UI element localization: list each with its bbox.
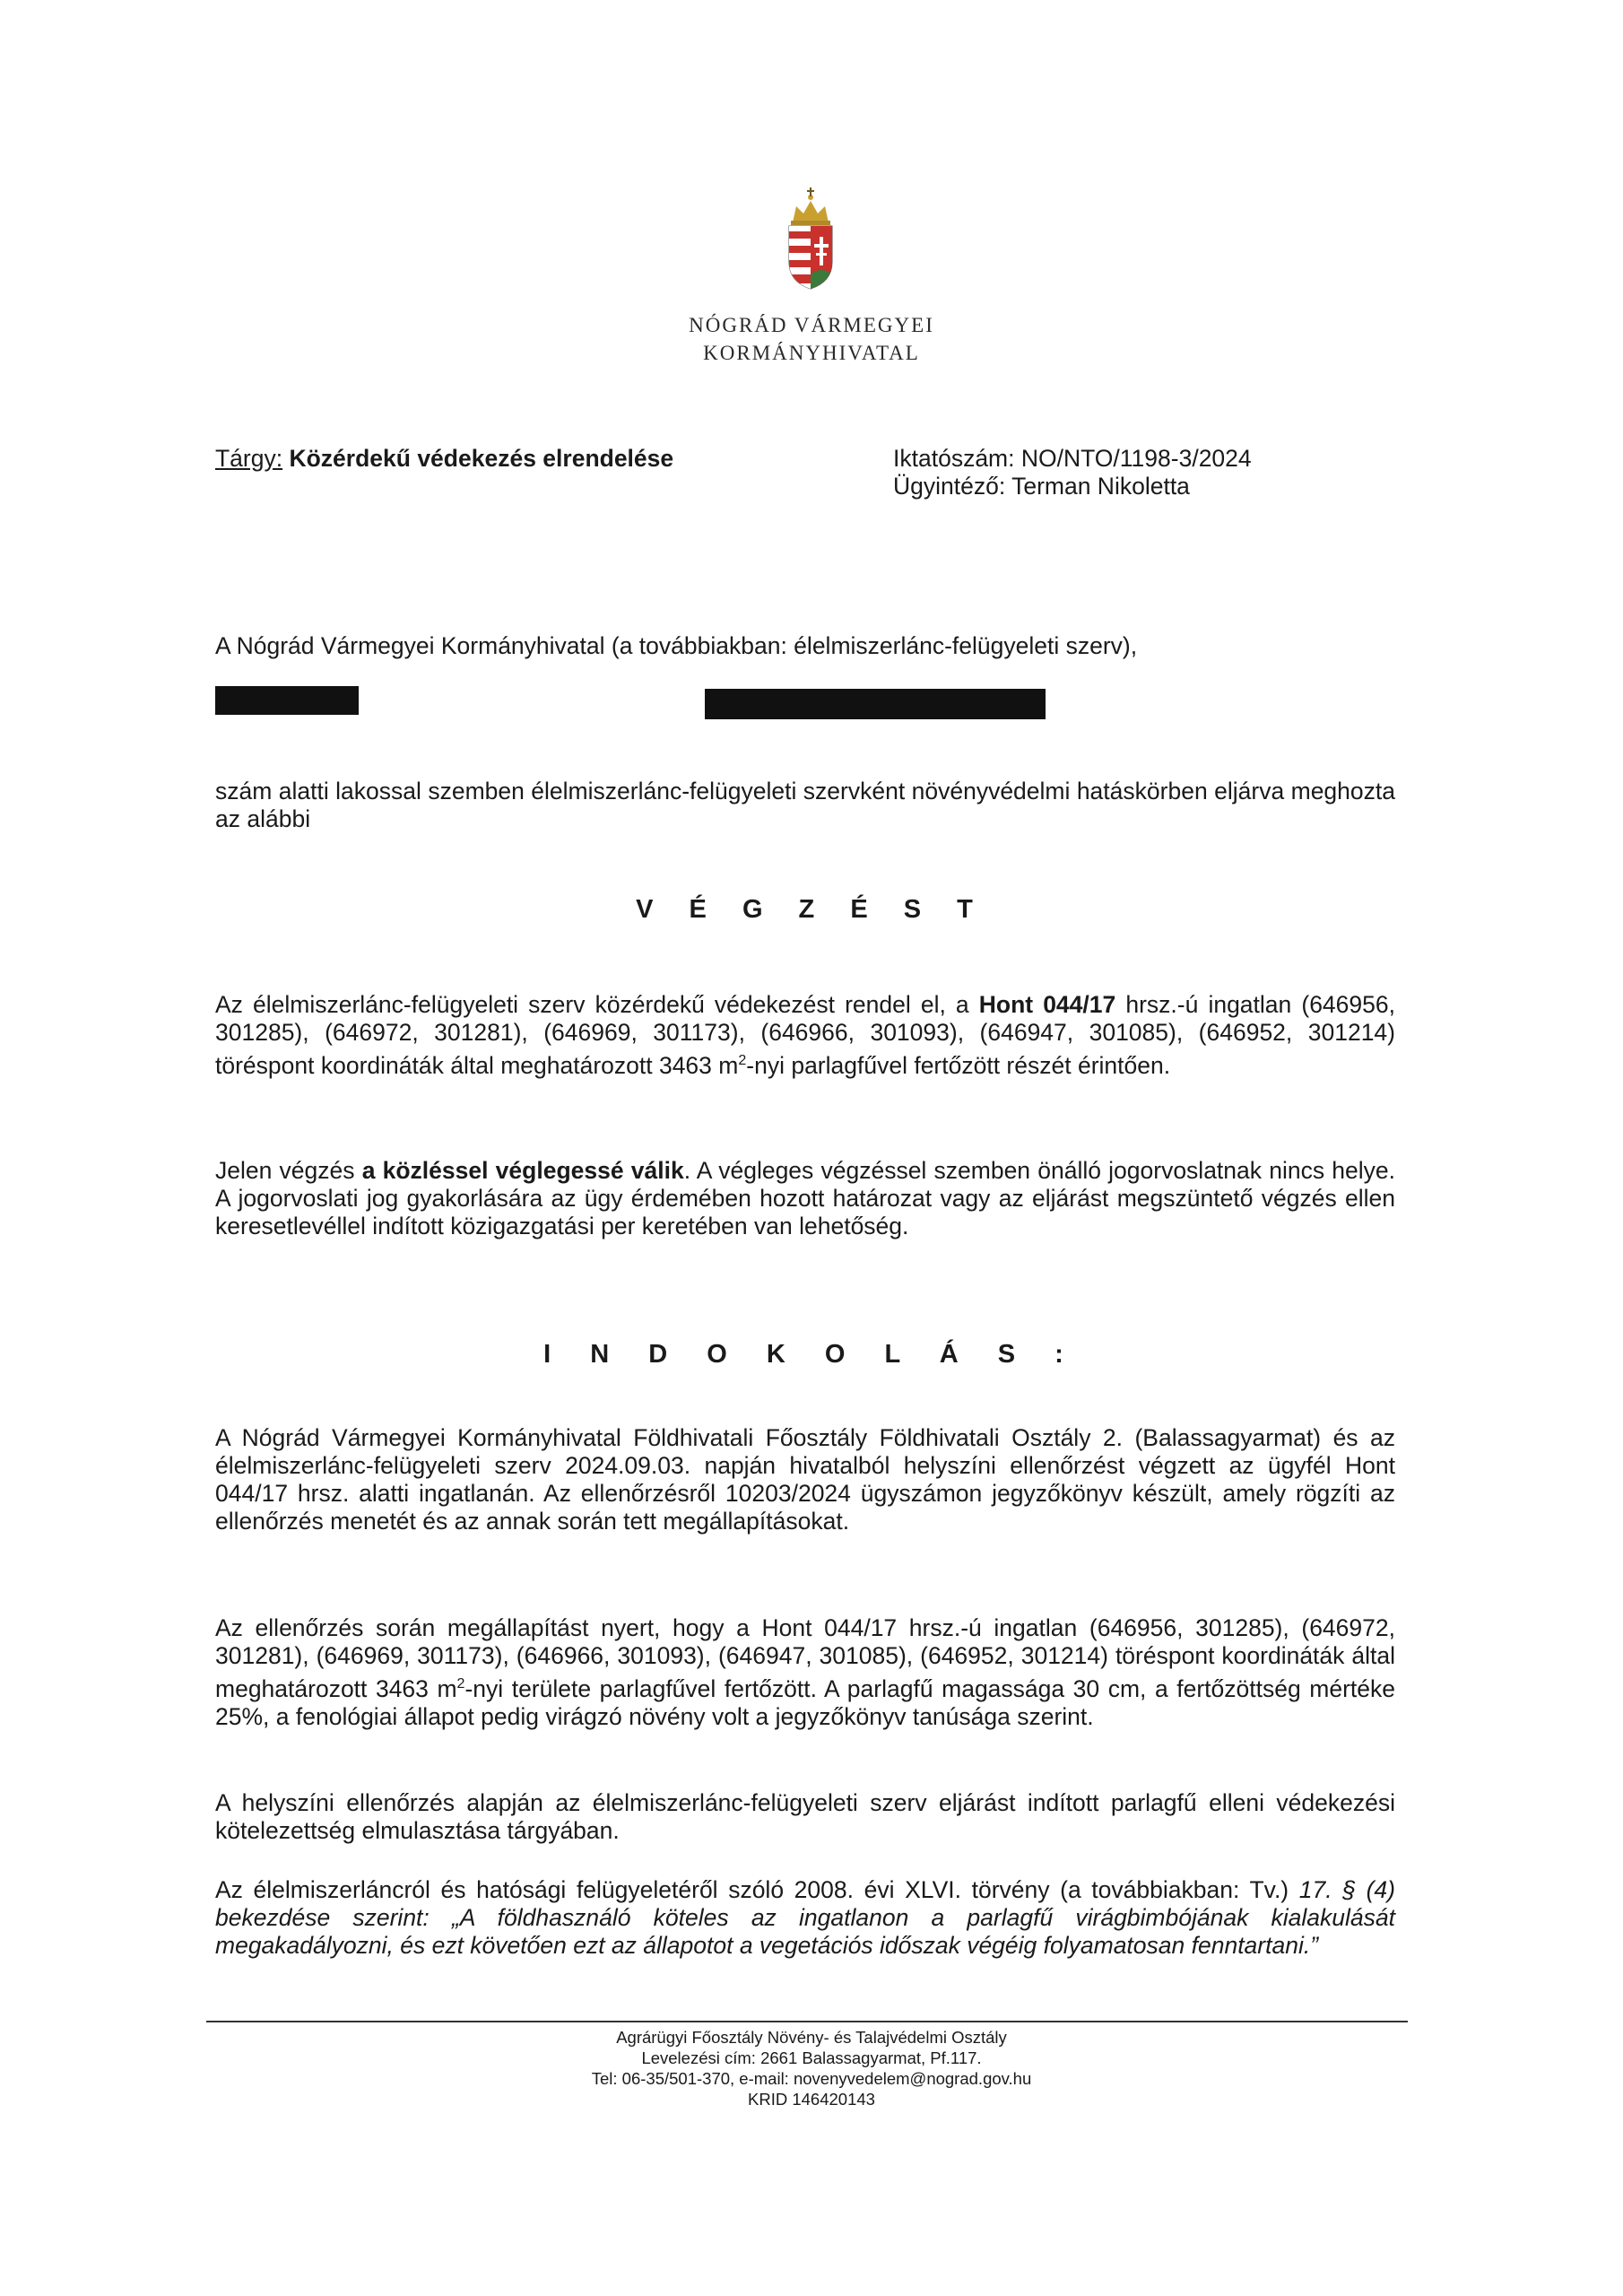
decision-heading: V É G Z É S T: [636, 895, 987, 924]
subject-value: Közérdekű védekezés elrendelése: [289, 445, 674, 472]
footer-address: Levelezési cím: 2661 Balassagyarmat, Pf.117.: [641, 2048, 982, 2067]
footer-contact: Tel: 06-35/501-370, e-mail: novenyvedelem@nograd.gov.hu: [591, 2069, 1032, 2088]
case-officer: Ügyintéző: Terman Nikoletta: [893, 473, 1190, 500]
decision-text: Az élelmiszerlánc-felügyeleti szerv közérdekű védekezést rendel el, a: [215, 991, 979, 1018]
decision-text: hrsz.-ú ingatlan (646956, 301285), (646972, 301281), (646969, 301173), (646966, 301093), (646947, 301085), (646952, 301214) töréspont koordináták által meghatározott 3463 m: [215, 991, 1395, 1079]
reference-block: [893, 445, 1252, 500]
superscript: 2: [456, 1676, 465, 1692]
decision-paragraph-2: [215, 1157, 1395, 1240]
superscript: 2: [738, 1053, 747, 1068]
reasoning-paragraph-2: [215, 1614, 1395, 1731]
subject-label: Tárgy:: [215, 445, 283, 472]
finality-statement: a közléssel véglegessé válik: [361, 1157, 684, 1184]
footer-department: Agrárügyi Főosztály Növény- és Talajvédelmi Osztály: [616, 2028, 1007, 2047]
reference-number: Iktatószám: NO/NTO/1198-3/2024: [893, 445, 1252, 472]
organization-name-line2: KORMÁNYHIVATAL: [703, 342, 920, 364]
reasoning-heading: I N D O K O L Á S :: [543, 1340, 1080, 1369]
redaction-bar: [215, 686, 359, 715]
decision-text: Jelen végzés: [215, 1157, 362, 1184]
footer-divider: [206, 2021, 1408, 2022]
reasoning-text: -nyi területe parlagfűvel fertőzött. A parlagfű magassága 30 cm, a fertőzöttség mértéke 25%, a fenológiai állapot pedig virágzó növény volt a jegyzőkönyv tanúsága szerint.: [215, 1674, 1395, 1730]
redaction-bar: [705, 689, 1046, 719]
decision-text: -nyi parlagfűvel fertőzött részét érintően.: [746, 1051, 1171, 1079]
legal-quote: 17. § (4) bekezdése szerint: „A földhasználó köteles az ingatlanon a parlagfű virágbimbójának kialakulását megakadályozni, és ezt követően ezt az állapotot a vegetációs időszak végéig folyamatosan fenntartani.”: [215, 1876, 1395, 1959]
reasoning-text: Az ellenőrzés során megállapítást nyert, hogy a Hont 044/17 hrsz.-ú ingatlan (646956, 301285), (646972, 301281), (646969, 301173), (646966, 301093), (646947, 301085), (646952, 301214) töréspont koordináták által meghatározott 3463 m: [215, 1614, 1395, 1702]
reasoning-text: Az élelmiszerláncról és hatósági felügyeletéről szóló 2008. évi XLVI. törvény (a továbbiakban: Tv.): [215, 1876, 1299, 1903]
footer: [448, 2027, 1175, 2109]
decision-paragraph-1: [215, 991, 1395, 1080]
reasoning-paragraph-1: A Nógrád Vármegyei Kormányhivatal Földhivatali Főosztály Földhivatali Osztály 2. (Balassagyarmat) és az élelmiszerlánc-felügyeleti szerv 2024.09.03. napján hivatalból helyszíni ellenőrzést végzett az ügyfél Hont 044/17 hrsz. alatti ingatlanán. Az ellenőrzésről 10203/2024 ügyszámon jegyzőkönyv készült, amely rögzíti az ellenőrzés menetét és az annak során tett megállapításokat.: [215, 1424, 1395, 1535]
property-id: Hont 044/17: [978, 991, 1116, 1018]
intro-paragraph: szám alatti lakossal szemben élelmiszerlánc-felügyeleti szervként növényvédelmi hatáskörben eljárva meghozta az alábbi: [215, 778, 1395, 832]
subject-line: [215, 445, 673, 473]
footer-krid: KRID 146420143: [748, 2090, 875, 2109]
organization-name-line1: NÓGRÁD VÁRMEGYEI: [689, 314, 934, 336]
decision-text: . A végleges végzéssel szemben önálló jogorvoslatnak nincs helye. A jogorvoslati jog gyakorlására az ügy érdemében hozott határozat vagy az eljárást megszüntető végzés ellen keresetlevéllel indított közigazgatási per keretében van lehetőség.: [215, 1157, 1395, 1239]
intro-line: A Nógrád Vármegyei Kormányhivatal (a továbbiakban: élelmiszerlánc-felügyeleti szerv),: [215, 632, 1138, 659]
reasoning-paragraph-3: A helyszíni ellenőrzés alapján az élelmiszerlánc-felügyeleti szerv eljárást indított parlagfű elleni védekezési kötelezettség elmulasztása tárgyában.: [215, 1789, 1395, 1844]
coat-of-arms-emblem: [784, 185, 838, 292]
reasoning-paragraph-4: [215, 1876, 1395, 1960]
